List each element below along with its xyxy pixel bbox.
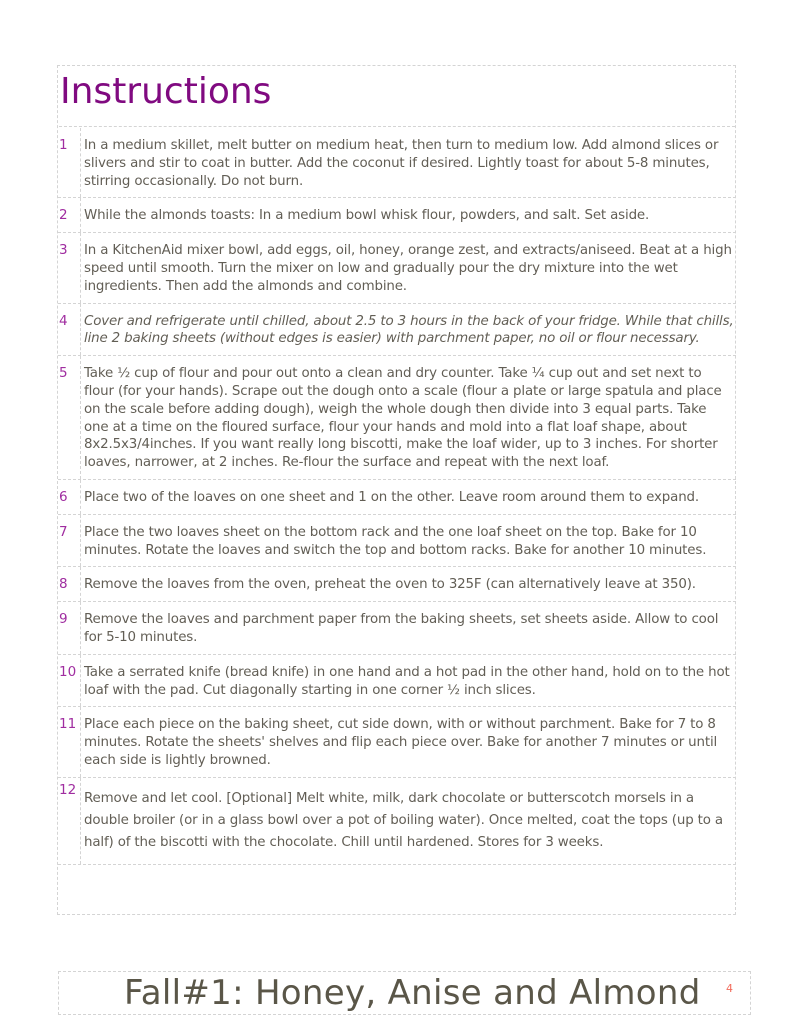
step-row	[58, 515, 736, 568]
step-number: 6	[58, 480, 81, 514]
page-footer	[58, 971, 751, 1015]
step-row	[58, 304, 736, 357]
step-text: In a KitchenAid mixer bowl, add eggs, oil, honey, orange zest, and extracts/aniseed. Beat at a high speed until smooth. Turn the mixer on low and gradually pour the dry mixture into the wet ingredients. Then add the almonds and combine.	[84, 243, 732, 294]
step-text: Take ½ cup of flour and pour out onto a clean and dry counter. Take ¼ cup out and set next to flour (for your hands). Scrape out the dough onto a scale (flour a plate or large spatula and place on the scale before adding dough), weigh the whole dough then divide into 3 equal parts. Take one at a time on the floured surface, flour your hands and mold into a flat loaf shape, about 8x2.5x3/4inches. If you want really long biscotti, make the loaf wider, up to 3 inches. For shorter loaves, narrower, at 2 inches. Re-flour the surface and repeat with the next loaf.	[84, 366, 722, 471]
step-text: While the almonds toasts: In a medium bowl whisk flour, powders, and salt. Set aside.	[84, 208, 650, 224]
instructions-table	[58, 128, 736, 865]
step-row	[58, 128, 736, 198]
step-text: Place each piece on the baking sheet, cut side down, with or without parchment. Bake for 7 to 8 minutes. Rotate the sheets' shelves and flip each piece over. Bake for another 7 minutes or until each side is lightly browned.	[84, 717, 718, 768]
step-row	[58, 233, 736, 303]
step-text: Place the two loaves sheet on the bottom rack and the one loaf sheet on the top. Bake for 10 minutes. Rotate the loaves and switch the top and bottom racks. Bake for another 10 minutes.	[84, 524, 707, 558]
step-number: 7	[58, 515, 81, 567]
instructions-heading-block	[59, 66, 735, 127]
step-row	[58, 567, 736, 602]
step-number: 2	[58, 198, 81, 232]
step-number: 11	[58, 707, 81, 776]
step-row	[58, 778, 736, 865]
step-text: In a medium skillet, melt butter on medium heat, then turn to medium low. Add almond slices or slivers and stir to coat in butter. Add the coconut if desired. Lightly toast for about 5-8 minutes, stirring occasionally. Do not burn.	[84, 138, 719, 189]
step-number: 3	[58, 233, 81, 302]
step-text: Remove the loaves and parchment paper from the baking sheets, set sheets aside. Allow to cool for 5-10 minutes.	[84, 612, 719, 645]
step-text: Take a serrated knife (bread knife) in one hand and a hot pad in the other hand, hold on to the hot loaf with the pad. Cut diagonally starting in one corner ½ inch slices.	[84, 664, 730, 698]
step-number: 4	[58, 304, 81, 356]
page-number: 4	[726, 982, 733, 995]
step-number: 12	[58, 778, 81, 864]
step-text: Cover and refrigerate until chilled, about 2.5 to 3 hours in the back of your fridge. While that chills, line 2 baking sheets (without edges is easier) with parchment paper, no oil or flour necessary.	[84, 313, 734, 347]
step-row	[58, 602, 736, 655]
step-text: Place two of the loaves on one sheet and 1 on the other. Leave room around them to expand.	[84, 489, 700, 505]
step-text: Remove and let cool. [Optional] Melt white, milk, dark chocolate or butterscotch morsels in a double broiler (or in a glass bowl over a pot of boiling water). Once melted, coat the tops (up to a half) of the biscotti with the chocolate. Chill until hardened. Stores for 3 weeks.	[84, 790, 723, 850]
step-number: 10	[58, 655, 81, 707]
page-title: Instructions	[60, 71, 272, 112]
step-number: 9	[58, 602, 81, 654]
recipe-title: Fall#1: Honey, Anise and Almond	[124, 973, 701, 1013]
step-row	[58, 480, 736, 515]
step-number: 8	[58, 567, 81, 601]
step-number: 5	[58, 356, 81, 479]
step-row	[58, 707, 736, 777]
step-row	[58, 356, 736, 480]
step-number: 1	[58, 128, 81, 197]
step-row	[58, 198, 736, 233]
step-text: Remove the loaves from the oven, preheat the oven to 325F (can alternatively leave at 350).	[84, 577, 696, 593]
step-row	[58, 655, 736, 708]
